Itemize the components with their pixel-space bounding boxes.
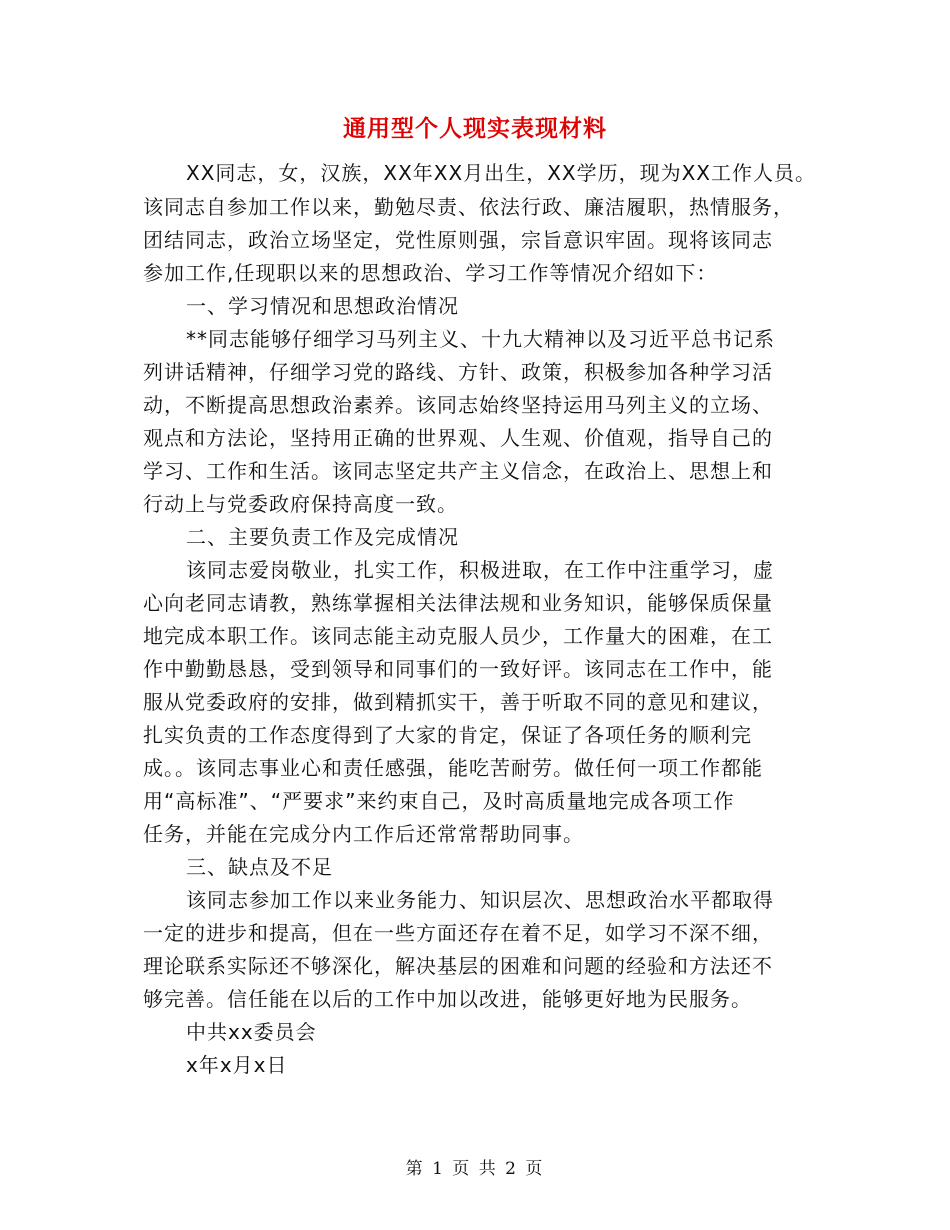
body-line-21: 一定的进步和提高，但在一些方面还存在着不足，如学习不深不细， [143, 921, 773, 945]
body-line-14: 作中勤勤恳恳，受到领导和同事们的一致好评。该同志在工作中，能 [143, 657, 773, 681]
page-number-footer: 第 1 页 共 2 页 [405, 1159, 545, 1179]
body-line-16: 扎实负责的工作态度得到了大家的肯定，保证了各项任务的顺利完 [143, 723, 752, 747]
body-line-22: 理论联系实际还不够深化，解决基层的困难和问题的经验和方法还不 [143, 954, 773, 978]
document-title: 通用型个人现实表现材料 [343, 116, 607, 142]
body-line-12: 心向老同志请教，熟练掌握相关法律法规和业务知识，能够保质保量 [143, 591, 773, 615]
body-line-11: 该同志爱岗敬业，扎实工作，积极进取，在工作中注重学习，虚 [186, 558, 774, 582]
body-line-17: 成。。该同志事业心和责任感强，能吃苦耐劳。做任何一项工作都能 [143, 756, 763, 780]
body-line-1: XX同志，女，汉族，XX年XX月出生，XX学历，现为XX工作人员。 [186, 161, 817, 185]
body-line-7: 动，不断提高思想政治素养。该同志始终坚持运用马列主义的立场、 [143, 393, 773, 417]
body-line-23: 够完善。信任能在以后的工作中加以改进，能够更好地为民服务。 [143, 987, 752, 1011]
signature-organization: 中共xx委员会 [186, 1020, 317, 1044]
body-line-3: 团结同志，政治立场坚定，党性原则强，宗旨意识牢固。现将该同志 [143, 228, 773, 252]
signature-date: x年x月x日 [186, 1053, 288, 1077]
section-heading-3: 三、缺点及不足 [186, 855, 333, 879]
body-line-5: **同志能够仔细学习马列主义、十九大精神以及习近平总书记系 [186, 327, 775, 351]
body-line-6: 列讲话精神，仔细学习党的路线、方针、政策，积极参加各种学习活 [143, 360, 773, 384]
body-line-18: 用“高标准”、“严要求”来约束自己，及时高质量地完成各项工作 [143, 789, 735, 813]
body-line-13: 地完成本职工作。该同志能主动克服人员少，工作量大的困难，在工 [143, 624, 773, 648]
body-line-9: 学习、工作和生活。该同志坚定共产主义信念，在政治上、思想上和 [143, 459, 773, 483]
body-line-15: 服从党委政府的安排，做到精抓实干，善于听取不同的意见和建议， [143, 690, 773, 714]
body-line-19: 任务，并能在完成分内工作后还常常帮助同事。 [143, 822, 584, 846]
body-line-4: 参加工作,任现职以来的思想政治、学习工作等情况介绍如下： [143, 261, 718, 285]
section-heading-2: 二、主要负责工作及完成情况 [186, 525, 459, 549]
body-line-8: 观点和方法论，坚持用正确的世界观、人生观、价值观，指导自己的 [143, 426, 773, 450]
section-heading-1: 一、学习情况和思想政治情况 [186, 294, 459, 318]
body-line-2: 该同志自参加工作以来，勤勉尽责、依法行政、廉洁履职，热情服务， [143, 195, 794, 219]
body-line-20: 该同志参加工作以来业务能力、知识层次、思想政治水平都取得 [186, 888, 774, 912]
body-line-10: 行动上与党委政府保持高度一致。 [143, 492, 458, 516]
